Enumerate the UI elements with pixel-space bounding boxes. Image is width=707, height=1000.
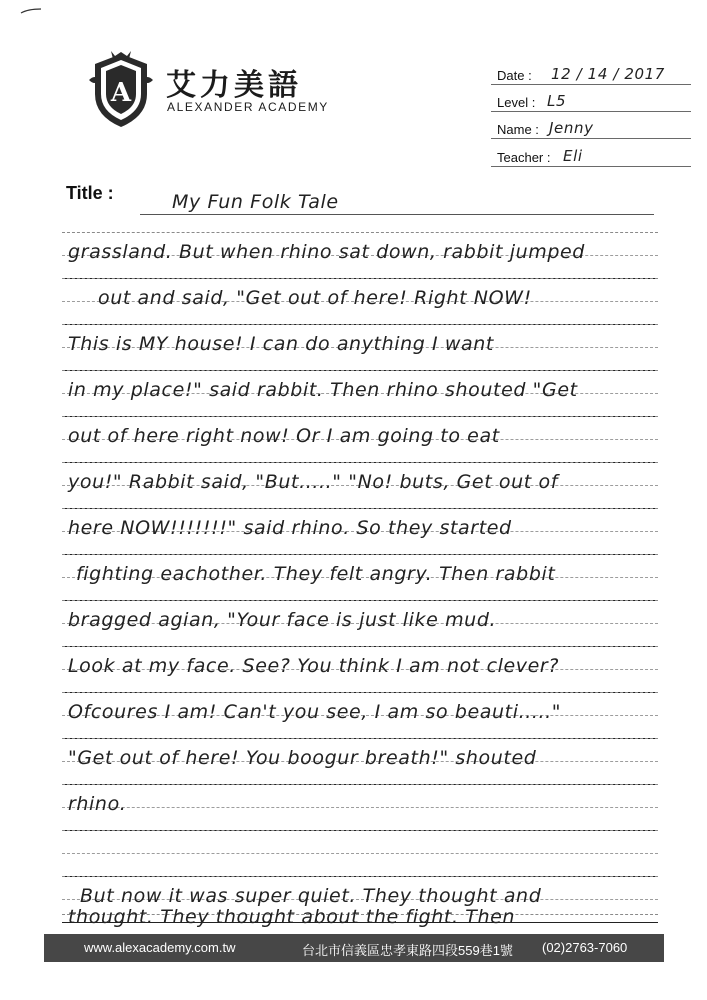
handwritten-text: bragged agian, "Your face is just like mud. <box>68 609 497 631</box>
handwritten-text: you!" Rabbit said, "But....." "No! buts, Get out of <box>68 471 558 493</box>
brand-english-name: ALEXANDER ACADEMY <box>167 100 329 114</box>
handwritten-text: This is MY house! I can do anything I want <box>68 333 494 355</box>
writing-line <box>62 232 658 278</box>
pen-stroke-mark <box>20 8 42 14</box>
teacher-rule <box>491 166 691 167</box>
date-value: 12 / 14 / 2017 <box>551 65 665 83</box>
handwritten-text: in my place!" said rabbit. Then rhino shouted "Get <box>68 379 578 401</box>
date-field <box>491 57 691 85</box>
teacher-label: Teacher : <box>497 150 551 165</box>
handwritten-text: here NOW!!!!!!!" said rhino. So they started <box>68 517 512 539</box>
handwritten-text: out and said, "Get out of here! Right NOW! <box>98 287 532 309</box>
level-field <box>491 84 691 112</box>
title-label: Title : <box>66 183 114 203</box>
writing-line <box>62 554 658 600</box>
writing-line <box>62 370 658 416</box>
handwriting-area <box>62 232 658 932</box>
writing-line <box>62 906 658 932</box>
handwritten-text: "Get out of here! You boogur breath!" shouted <box>68 747 537 769</box>
handwritten-text: Ofcoures I am! Can't you see, I am so beauti....." <box>68 701 562 723</box>
writing-line <box>62 324 658 370</box>
footer-phone: (02)2763-7060 <box>542 940 628 955</box>
teacher-value: Eli <box>563 147 583 165</box>
writing-line <box>62 738 658 784</box>
handwritten-text: fighting eachother. They felt angry. Then rabbit <box>76 563 556 585</box>
handwritten-text: thought. They thought about the fight. Then <box>68 906 516 928</box>
level-value: L5 <box>547 92 567 110</box>
handwritten-text: out of here right now! Or I am going to eat <box>68 425 500 447</box>
writing-line <box>62 784 658 830</box>
writing-line <box>62 508 658 554</box>
teacher-field <box>491 139 691 167</box>
footer-address: 台北市信義區忠孝東路四段559巷1號 <box>302 943 513 958</box>
writing-line <box>62 646 658 692</box>
name-value: Jenny <box>549 119 594 137</box>
footer-website: www.alexacademy.com.tw <box>84 940 236 955</box>
title-value: My Fun Folk Tale <box>172 191 339 213</box>
date-label: Date : <box>497 68 532 83</box>
handwritten-text: But now it was super quiet. They thought and <box>80 885 542 907</box>
writing-line <box>62 830 658 876</box>
writing-line <box>62 416 658 462</box>
academy-crest-logo <box>85 50 157 130</box>
handwritten-text: rhino. <box>68 793 127 815</box>
handwritten-text: Look at my face. See? You think I am not clever? <box>68 655 560 677</box>
writing-line <box>62 462 658 508</box>
brand-chinese-name: 艾力美語 <box>166 68 302 103</box>
writing-line <box>62 600 658 646</box>
writing-line <box>62 278 658 324</box>
svg-text:A: A <box>110 78 132 108</box>
level-label: Level : <box>497 95 536 110</box>
title-rule <box>140 214 654 215</box>
name-field <box>491 111 691 139</box>
name-label: Name : <box>497 122 539 137</box>
handwritten-text: grassland. But when rhino sat down, rabbit jumped <box>68 241 585 263</box>
writing-line <box>62 692 658 738</box>
footer-bar <box>44 934 664 962</box>
